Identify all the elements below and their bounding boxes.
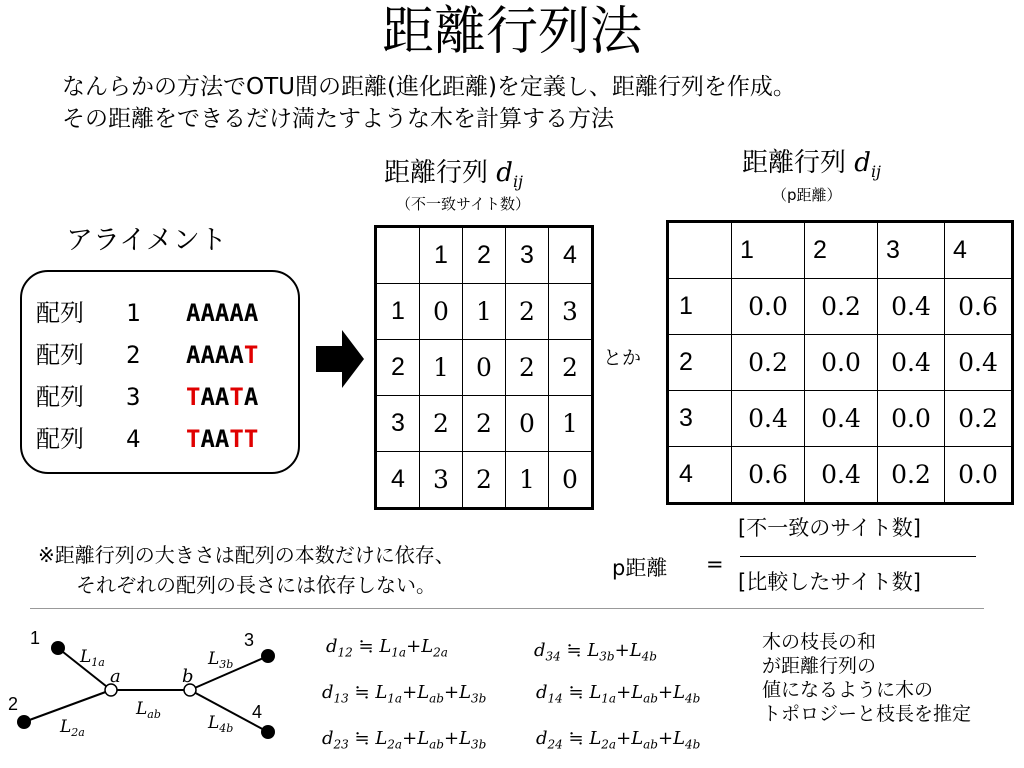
matrix-cell: 0.4 bbox=[878, 279, 945, 335]
matrix-corner bbox=[668, 222, 732, 279]
branch-label-3b: $L_{3b}$ bbox=[208, 649, 234, 671]
section-divider bbox=[30, 608, 984, 609]
p-distance-equals: = bbox=[706, 552, 724, 576]
sequence-number: 3 bbox=[126, 383, 141, 411]
alignment-row bbox=[36, 380, 258, 414]
intro-line-1: なんらかの方法でOTU間の距離(進化距離)を定義し、距離行列を作成。 bbox=[62, 74, 796, 100]
matrix-cell: 0 bbox=[506, 396, 549, 452]
sequence-residues bbox=[186, 383, 258, 411]
matrix-cell: 2 bbox=[463, 396, 506, 452]
matrix-cell: 2 bbox=[506, 340, 549, 396]
p-distance-numerator: [不一致のサイト数] bbox=[738, 516, 921, 540]
page-title: 距離行列法 bbox=[381, 2, 642, 62]
tree-note-line: 木の枝長の和 bbox=[762, 631, 877, 653]
matrix-col-header: 4 bbox=[549, 227, 593, 284]
leaf-node bbox=[17, 715, 31, 729]
residue: T bbox=[229, 383, 244, 411]
matrix-cell: 0.4 bbox=[945, 335, 1013, 391]
approx-symbol: ≒ bbox=[560, 640, 588, 661]
equation: $d_{13}$ ≒ $L_{1a}+L_{ab}+L_{3b}$ bbox=[322, 682, 487, 706]
matrix-row-header: 2 bbox=[376, 340, 420, 396]
branch-label-4b: $L_{4b}$ bbox=[208, 713, 234, 735]
matrix-cell: 1 bbox=[420, 340, 463, 396]
matrix-cell: 2 bbox=[420, 396, 463, 452]
tree-note-line: 値になるように木の bbox=[762, 679, 934, 701]
tree-estimation-note bbox=[762, 630, 971, 726]
residue: T bbox=[243, 341, 259, 369]
residue: A bbox=[243, 299, 259, 327]
matrix-cell: 0.0 bbox=[945, 447, 1013, 504]
alignment-box bbox=[20, 270, 300, 474]
matrix-row-header: 1 bbox=[376, 284, 420, 340]
matrix-cell: 0.0 bbox=[878, 391, 945, 447]
p-distance-label: p距離 bbox=[612, 556, 668, 580]
residue: T bbox=[243, 425, 259, 453]
approx-symbol: ≒ bbox=[562, 728, 590, 749]
connector-text: とか bbox=[603, 347, 642, 369]
approx-symbol: ≒ bbox=[562, 682, 590, 703]
sequence-number: 1 bbox=[126, 299, 141, 327]
matrix1-caption: （不一致サイト数） bbox=[396, 195, 530, 213]
residue: T bbox=[186, 425, 201, 453]
residue: A bbox=[214, 383, 230, 411]
internal-label: b bbox=[182, 666, 194, 687]
residue: T bbox=[186, 383, 201, 411]
matrix-row-header: 3 bbox=[376, 396, 420, 452]
matrix-cell: 2 bbox=[506, 284, 549, 340]
matrix-cell: 0.2 bbox=[945, 391, 1013, 447]
equation: $d_{12}$ ≒ $L_{1a}+L_{2a}$ bbox=[326, 636, 448, 660]
leaf-label: 4 bbox=[252, 702, 263, 722]
matrix1-label: 距離行列 bbox=[384, 158, 489, 188]
matrix2-caption: （p距離） bbox=[772, 186, 842, 204]
approx-symbol: ≒ bbox=[348, 728, 376, 749]
matrix-cell: 1 bbox=[506, 452, 549, 509]
matrix-cell: 0.4 bbox=[732, 391, 805, 447]
matrix-corner bbox=[376, 227, 420, 284]
alignment-row bbox=[36, 296, 258, 330]
note-line-1: ※距離行列の大きさは配列の本数だけに依存、 bbox=[38, 543, 455, 567]
intro-line-2: その距離をできるだけ満たすような木を計算する方法 bbox=[62, 106, 614, 132]
matrix-cell: 0 bbox=[463, 340, 506, 396]
sequence-residues bbox=[186, 341, 258, 369]
matrix-cell: 0.6 bbox=[945, 279, 1013, 335]
equation: $d_{23}$ ≒ $L_{2a}+L_{ab}+L_{3b}$ bbox=[322, 728, 487, 752]
sequence-name: 配列 bbox=[36, 341, 84, 369]
approx-symbol: ≒ bbox=[348, 682, 376, 703]
branch-label-2a: $L_{2a}$ bbox=[60, 717, 85, 739]
matrix2-subscript: ij bbox=[870, 162, 882, 182]
sequence-number: 4 bbox=[126, 425, 141, 453]
matrix-cell: 0.0 bbox=[805, 335, 878, 391]
matrix1-subscript: ij bbox=[512, 172, 524, 192]
sequence-residues bbox=[186, 299, 258, 327]
leaf-label: 2 bbox=[8, 694, 19, 714]
approx-symbol: ≒ bbox=[352, 636, 380, 657]
p-distance-denominator: [比較したサイト数] bbox=[738, 570, 921, 594]
matrix-cell: 0 bbox=[420, 284, 463, 340]
matrix-cell: 0.6 bbox=[732, 447, 805, 504]
matrix1-heading bbox=[384, 152, 523, 191]
sequence-name: 配列 bbox=[36, 425, 84, 453]
matrix-cell: 0.2 bbox=[805, 279, 878, 335]
residue: A bbox=[200, 383, 215, 411]
matrix-row-header: 2 bbox=[668, 335, 732, 391]
residue: A bbox=[243, 383, 259, 411]
residue: A bbox=[186, 299, 201, 327]
matrix2-symbol: d bbox=[854, 148, 871, 178]
matrix-size-note bbox=[38, 540, 455, 600]
matrix2-heading bbox=[742, 142, 881, 181]
alignment-row bbox=[36, 338, 258, 372]
sequence-name: 配列 bbox=[36, 383, 84, 411]
matrix-cell: 2 bbox=[549, 340, 593, 396]
distance-matrix-p bbox=[666, 220, 1014, 505]
matrix-row-header: 1 bbox=[668, 279, 732, 335]
residue: A bbox=[214, 299, 230, 327]
residue: A bbox=[229, 299, 244, 327]
residue: A bbox=[186, 341, 201, 369]
matrix-cell: 0.4 bbox=[805, 447, 878, 504]
distance-matrix-mismatch bbox=[374, 225, 594, 510]
equation: $d_{24}$ ≒ $L_{2a}+L_{ab}+L_{4b}$ bbox=[536, 728, 701, 752]
residue: A bbox=[214, 425, 230, 453]
matrix-cell: 0.4 bbox=[805, 391, 878, 447]
sequence-number: 2 bbox=[126, 341, 141, 369]
residue: A bbox=[200, 341, 215, 369]
matrix-cell: 0.2 bbox=[878, 447, 945, 504]
matrix-cell: 0.4 bbox=[878, 335, 945, 391]
alignment-heading: アライメント bbox=[66, 225, 227, 256]
tree-note-line: が距離行列の bbox=[762, 655, 877, 677]
matrix-col-header: 1 bbox=[732, 222, 805, 279]
matrix-cell: 3 bbox=[549, 284, 593, 340]
sequence-name: 配列 bbox=[36, 299, 84, 327]
matrix-col-header: 1 bbox=[420, 227, 463, 284]
matrix2-label: 距離行列 bbox=[742, 148, 847, 178]
right-arrow-icon bbox=[316, 330, 366, 388]
matrix-col-header: 4 bbox=[945, 222, 1013, 279]
matrix-cell: 1 bbox=[463, 284, 506, 340]
matrix-col-header: 3 bbox=[878, 222, 945, 279]
matrix-col-header: 3 bbox=[506, 227, 549, 284]
matrix-cell: 0.2 bbox=[732, 335, 805, 391]
branch-label-1a: $L_{1a}$ bbox=[80, 647, 105, 669]
leaf-node bbox=[261, 649, 275, 663]
residue: A bbox=[200, 299, 215, 327]
matrix-cell: 0 bbox=[549, 452, 593, 509]
leaf-label: 3 bbox=[244, 630, 255, 650]
note-line-2: それぞれの配列の長さには依存しない。 bbox=[76, 573, 436, 597]
leaf-node bbox=[51, 641, 65, 655]
leaf-label: 1 bbox=[30, 628, 41, 648]
fraction-bar bbox=[740, 556, 976, 557]
matrix-row-header: 4 bbox=[668, 447, 732, 504]
matrix-row-header: 4 bbox=[376, 452, 420, 509]
residue: T bbox=[229, 425, 244, 453]
equation: $d_{34}$ ≒ $L_{3b}+L_{4b}$ bbox=[534, 640, 657, 664]
matrix-col-header: 2 bbox=[805, 222, 878, 279]
residue: A bbox=[200, 425, 215, 453]
sequence-residues bbox=[186, 425, 258, 453]
tree-note-line: トポロジーと枝長を推定 bbox=[762, 703, 972, 725]
matrix-row-header: 3 bbox=[668, 391, 732, 447]
matrix1-symbol: d bbox=[496, 158, 513, 188]
tree-diagram bbox=[0, 618, 310, 758]
matrix-cell: 0.0 bbox=[732, 279, 805, 335]
internal-label: a bbox=[110, 666, 121, 687]
matrix-cell: 1 bbox=[549, 396, 593, 452]
residue: A bbox=[214, 341, 230, 369]
leaf-node bbox=[261, 725, 275, 739]
residue: A bbox=[229, 341, 244, 369]
branch-label-ab: $L_{ab}$ bbox=[136, 699, 161, 721]
alignment-row bbox=[36, 422, 258, 456]
matrix-cell: 3 bbox=[420, 452, 463, 509]
matrix-col-header: 2 bbox=[463, 227, 506, 284]
equation: $d_{14}$ ≒ $L_{1a}+L_{ab}+L_{4b}$ bbox=[536, 682, 701, 706]
matrix-cell: 2 bbox=[463, 452, 506, 509]
